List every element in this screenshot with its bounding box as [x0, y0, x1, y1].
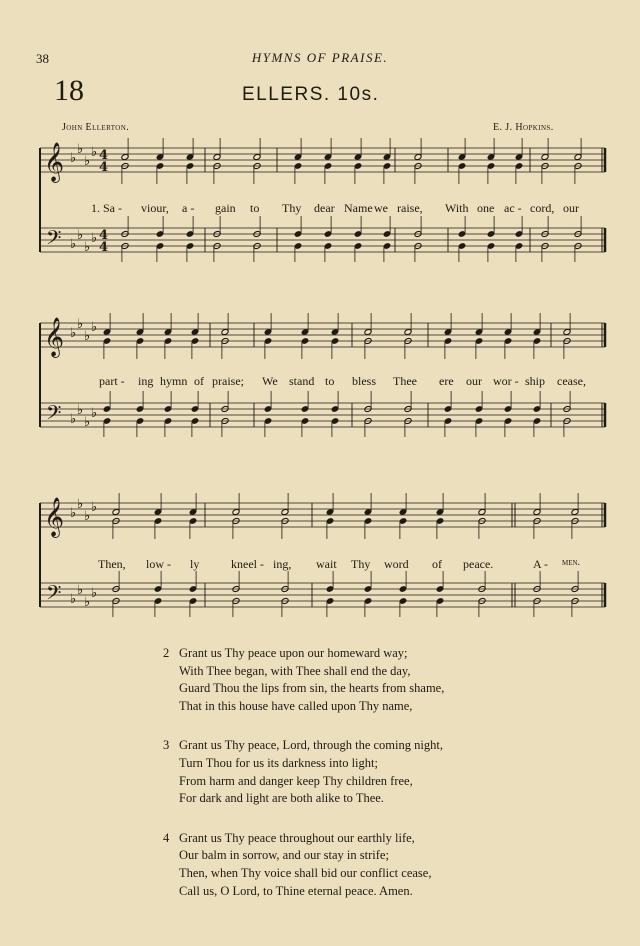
- stanza-line: Our balm in sorrow, and our stay in strife;: [179, 848, 389, 863]
- author-credit: John Ellerton.: [62, 122, 130, 133]
- lyric-syllable: Thy: [282, 201, 302, 215]
- lyric-syllable: one: [477, 201, 495, 215]
- lyric-syllable: Thee: [393, 374, 417, 388]
- time-signature: 4: [99, 148, 109, 163]
- lyric-syllable: hymn: [160, 374, 188, 388]
- stanza-number: 4: [163, 830, 170, 845]
- stanza-line: Then, when Thy voice shall bid our conflict cease,: [179, 865, 432, 880]
- lyric-syllable: bless: [352, 374, 376, 388]
- lyric-syllable: We: [262, 374, 278, 388]
- stanza-3: [163, 737, 444, 807]
- flat-icon: ♭: [77, 583, 84, 598]
- lyric-syllable: a -: [182, 201, 195, 215]
- lyric-syllable: our: [466, 374, 482, 388]
- lyric-syllable: our: [563, 201, 579, 215]
- flat-icon: ♭: [91, 500, 98, 515]
- music-system-1: [0, 138, 640, 268]
- lyric-syllable: word: [384, 557, 409, 571]
- lyric-syllable: peace.: [463, 557, 494, 571]
- flat-icon: ♭: [91, 406, 98, 421]
- lyric-syllable: kneel -: [231, 557, 264, 571]
- stanza-number: 3: [163, 738, 170, 753]
- page-number: 38: [36, 51, 49, 66]
- stanza-line: For dark and light are both alike to Thee.: [179, 791, 384, 806]
- additional-stanzas: [163, 645, 444, 922]
- flat-icon: ♭: [91, 586, 98, 601]
- lyric-syllable: of: [194, 374, 204, 388]
- lyric-syllable: ac -: [504, 201, 522, 215]
- lyric-syllable: 1. Sa -: [91, 201, 122, 215]
- stanza-line: With Thee began, with Thee shall end the day,: [179, 663, 411, 678]
- flat-icon: ♭: [91, 145, 98, 160]
- treble-clef-icon: 𝄞: [44, 142, 65, 182]
- stanza-2: [163, 645, 444, 715]
- lyric-syllable: Then,: [98, 557, 126, 571]
- flat-icon: ♭: [84, 415, 91, 430]
- stanza-line: That in this house have called upon Thy name,: [179, 698, 413, 713]
- treble-clef-icon: 𝄞: [44, 317, 65, 357]
- lyric-syllable: ship: [525, 374, 546, 388]
- lyric-syllable: men.: [562, 557, 581, 568]
- lyric-syllable: viour,: [141, 201, 169, 215]
- flat-icon: ♭: [70, 412, 77, 427]
- lyric-syllable: wait: [316, 557, 337, 571]
- time-signature: 4: [99, 240, 109, 255]
- lyric-syllable: of: [432, 557, 442, 571]
- flat-icon: ♭: [91, 231, 98, 246]
- lyric-syllable: low -: [146, 557, 171, 571]
- stanza-line: Grant us Thy peace, Lord, through the coming night,: [179, 738, 443, 753]
- bass-clef-icon: 𝄢: [46, 401, 62, 429]
- treble-clef-icon: 𝄞: [44, 497, 65, 537]
- time-signature: 4: [99, 160, 109, 175]
- running-title: HYMNS OF PRAISE.: [251, 50, 389, 65]
- flat-icon: ♭: [84, 509, 91, 524]
- hymn-number: 18: [54, 74, 84, 107]
- bass-clef-icon: 𝄢: [46, 581, 62, 609]
- stanza-line: Guard Thou the lips from sin, the hearts from shame,: [179, 681, 445, 696]
- lyric-syllable: gain: [215, 201, 236, 215]
- flat-icon: ♭: [84, 240, 91, 255]
- flat-icon: ♭: [77, 142, 84, 157]
- lyric-syllable: With: [445, 201, 469, 215]
- flat-icon: ♭: [77, 317, 84, 332]
- flat-icon: ♭: [70, 506, 77, 521]
- lyric-syllable: raise,: [397, 201, 423, 215]
- stanza-line: From harm and danger keep Thy children free,: [179, 773, 413, 788]
- flat-icon: ♭: [77, 497, 84, 512]
- lyric-syllable: to: [325, 374, 335, 388]
- flat-icon: ♭: [70, 326, 77, 341]
- stanza-line: Turn Thou for us its darkness into light;: [179, 755, 378, 770]
- flat-icon: ♭: [91, 320, 98, 335]
- lyric-syllable: part -: [99, 374, 125, 388]
- flat-icon: ♭: [70, 151, 77, 166]
- lyric-syllable: cord,: [530, 201, 555, 215]
- flat-icon: ♭: [70, 592, 77, 607]
- lyric-syllable: dear: [314, 201, 335, 215]
- music-system-2: [0, 313, 640, 463]
- lyric-syllable: ing,: [273, 557, 292, 571]
- lyric-syllable: Name: [344, 201, 373, 215]
- lyric-syllable: Thy: [351, 557, 371, 571]
- lyric-syllable: to: [250, 201, 260, 215]
- lyric-syllable: ing: [138, 374, 154, 388]
- music-system-3: [0, 493, 640, 628]
- lyric-syllable: praise;: [212, 374, 244, 388]
- flat-icon: ♭: [77, 228, 84, 243]
- flat-icon: ♭: [77, 403, 84, 418]
- time-signature: 4: [99, 228, 109, 243]
- stanza-4: [163, 830, 444, 900]
- flat-icon: ♭: [84, 329, 91, 344]
- lyric-syllable: A -: [533, 557, 548, 571]
- flat-icon: ♭: [84, 595, 91, 610]
- tune-title: ELLERS. 10s.: [242, 84, 380, 105]
- stanza-line: Call us, O Lord, to Thine eternal peace. Amen.: [179, 883, 413, 898]
- lyric-syllable: stand: [289, 374, 315, 388]
- bass-clef-icon: 𝄢: [46, 226, 62, 254]
- flat-icon: ♭: [84, 154, 91, 169]
- composer-credit: E. J. Hopkins.: [493, 122, 554, 133]
- lyric-syllable: ly: [190, 557, 200, 571]
- lyric-syllable: ere: [439, 374, 454, 388]
- stanza-line: Grant us Thy peace upon our homeward way;: [179, 646, 408, 660]
- stanza-line: Grant us Thy peace throughout our earthly life,: [179, 830, 415, 845]
- lyric-syllable: cease,: [557, 374, 586, 388]
- stanza-number: 2: [163, 646, 170, 660]
- lyric-syllable: we: [374, 201, 388, 215]
- lyric-syllable: wor -: [493, 374, 519, 388]
- flat-icon: ♭: [70, 237, 77, 252]
